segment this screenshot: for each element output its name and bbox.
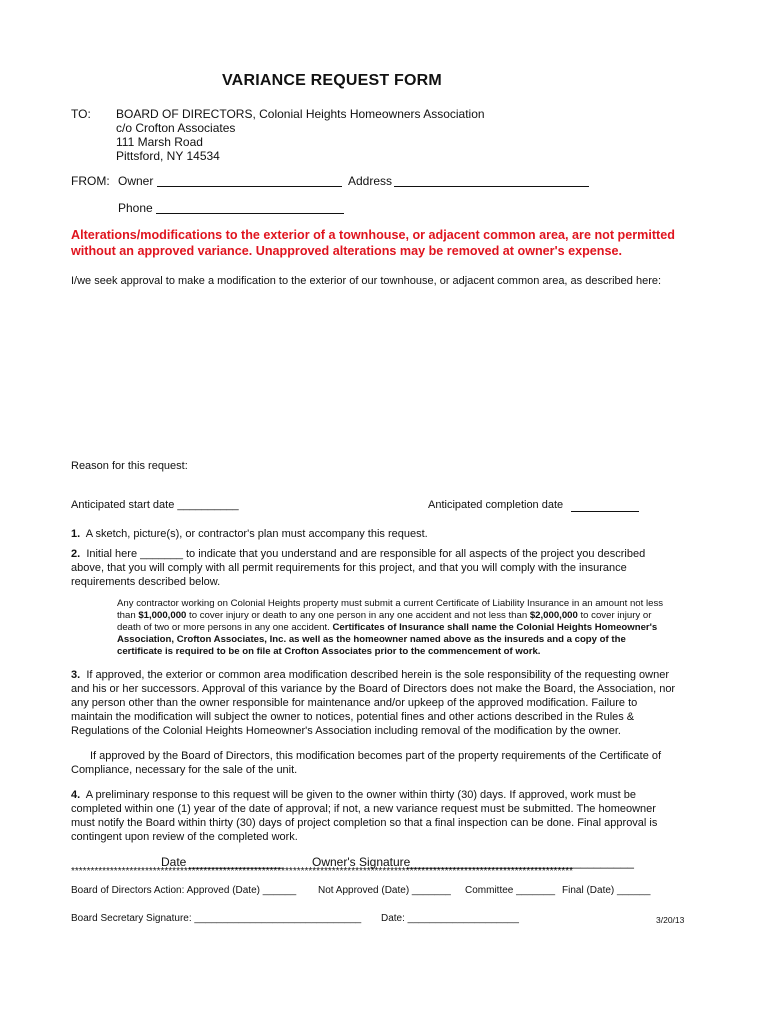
warning-line-2: without an approved variance. Unapproved alterations may be removed at owner's expense. bbox=[71, 244, 622, 258]
board-action-final[interactable]: Final (Date) ______ bbox=[562, 885, 651, 896]
description-intro: I/we seek approval to make a modification to the exterior of our townhouse, or adjacent common area, as described here: bbox=[71, 275, 662, 287]
owner-signature-field[interactable]: __________________________________ bbox=[407, 855, 634, 869]
reason-label: Reason for this request: bbox=[71, 460, 188, 472]
item-4-line-4: contingent upon review of the completed work. bbox=[71, 831, 298, 843]
insurance-line-4: Association, Crofton Associates, Inc. as well as the homeowner named above as the insureds and a copy of the bbox=[117, 634, 626, 645]
board-action-not-approved[interactable]: Not Approved (Date) _______ bbox=[318, 885, 451, 896]
item-2-text-1: Initial here _______ to indicate that you understand and are responsible for all aspects of the project you described bbox=[86, 548, 646, 560]
address-field[interactable] bbox=[394, 175, 589, 187]
start-date-field[interactable]: __________ bbox=[177, 499, 239, 511]
board-secretary-date[interactable]: Date: ____________________ bbox=[381, 913, 519, 924]
insurance-amount-2: $2,000,000 bbox=[529, 610, 578, 621]
insurance-amount-1: $1,000,000 bbox=[138, 610, 187, 621]
start-date-text: Anticipated start date bbox=[71, 499, 175, 511]
item-3-line-2: and his or her successors. Approval of this variance by the Board of Directors does not make the Board, the Association, nor bbox=[71, 683, 676, 695]
item-4-text-1: A preliminary response to this request will be given to the owner within thirty (30) days. If approved, work must be bbox=[85, 789, 636, 801]
form-title: VARIANCE REQUEST FORM bbox=[222, 72, 442, 89]
item-2-line-1 bbox=[71, 548, 645, 560]
item-2-number: 2. bbox=[71, 548, 81, 560]
address-label: Address bbox=[348, 174, 393, 188]
insurance-bold-text: Certificates of Insurance shall name the Colonial Heights Homeowner's bbox=[332, 622, 658, 633]
item-1-text: A sketch, picture(s), or contractor's plan must accompany this request. bbox=[85, 528, 428, 540]
phone-label: Phone bbox=[118, 201, 153, 215]
item-2-line-3: requirements described below. bbox=[71, 576, 221, 588]
phone-field[interactable] bbox=[156, 202, 344, 214]
signature-date-label: Date bbox=[161, 855, 187, 869]
reason-area[interactable] bbox=[71, 476, 691, 496]
signature-date-field[interactable]: ______________ bbox=[189, 855, 283, 869]
board-action-approved[interactable]: Board of Directors Action: Approved (Date) ______ bbox=[71, 885, 297, 896]
board-action-committee[interactable]: Committee _______ bbox=[465, 885, 556, 896]
item-3-line-3: any person other than the owner responsible for maintenance and/or upkeep of the approved modification. Failure to bbox=[71, 697, 638, 709]
item-3-line-5: Regulations of the Colonial Heights Homeowner's Association including removal of the modification by the owner. bbox=[71, 725, 621, 737]
item-4-line-2: completed within one (1) year of the date of approval; if not, a new variance request must be submitted. The homeowner bbox=[71, 803, 656, 815]
to-line-city: Pittsford, NY 14534 bbox=[116, 149, 220, 163]
board-secretary-signature[interactable]: Board Secretary Signature: ______________________________ bbox=[71, 913, 362, 924]
completion-date-label: Anticipated completion date bbox=[428, 499, 564, 511]
compliance-line-2: Compliance, necessary for the sale of the unit. bbox=[71, 764, 298, 776]
to-line-street: 111 Marsh Road bbox=[116, 135, 203, 149]
insurance-text: to cover injury or bbox=[577, 610, 652, 621]
owner-label: Owner bbox=[118, 174, 154, 188]
from-label: FROM: bbox=[71, 174, 110, 188]
item-4-line-1 bbox=[71, 789, 636, 801]
insurance-line-3 bbox=[117, 622, 657, 634]
insurance-text: than bbox=[117, 610, 139, 621]
insurance-line-2 bbox=[117, 610, 651, 622]
insurance-text: to cover injury or death to any one person in any one accident and not less than bbox=[186, 610, 530, 621]
item-3-number: 3. bbox=[71, 669, 81, 681]
description-area[interactable] bbox=[71, 294, 691, 444]
owner-field[interactable] bbox=[157, 175, 342, 187]
form-version-date: 3/20/13 bbox=[656, 915, 685, 925]
item-2-line-2: above, that you will comply with all permit requirements for this project, and that you will comply with the insurance bbox=[71, 562, 627, 574]
owner-signature-label: Owner's Signature bbox=[312, 855, 411, 869]
asterisk-divider: ********************************************************************************************************************************* bbox=[71, 866, 574, 877]
compliance-line-1: If approved by the Board of Directors, this modification becomes part of the property requirements of the Certificate of bbox=[90, 750, 662, 762]
to-label: TO: bbox=[71, 107, 91, 121]
completion-date-field[interactable] bbox=[571, 499, 639, 512]
item-3-line-4: maintain the modification will subject the owner to notices, potential fines and other actions described in the Rules & bbox=[71, 711, 635, 723]
item-3-text-1: If approved, the exterior or common area modification described herein is the sole responsibility of the requesting owner bbox=[86, 669, 670, 681]
item-1 bbox=[71, 528, 428, 540]
insurance-line-1: Any contractor working on Colonial Heights property must submit a current Certificate of Liability Insurance in an amount not less bbox=[117, 598, 664, 609]
warning-line-1: Alterations/modifications to the exterior of a townhouse, or adjacent common area, are not permitted bbox=[71, 228, 675, 242]
item-3-line-1 bbox=[71, 669, 669, 681]
item-1-number: 1. bbox=[71, 528, 81, 540]
insurance-text: death of two or more persons in any one accident. bbox=[117, 622, 333, 633]
item-4-number: 4. bbox=[71, 789, 81, 801]
to-line-board: BOARD OF DIRECTORS, Colonial Heights Homeowners Association bbox=[116, 107, 485, 121]
insurance-line-5: certificate is required to be on file at Crofton Associates prior to the commencement of work. bbox=[117, 646, 541, 657]
to-line-care-of: c/o Crofton Associates bbox=[116, 121, 236, 135]
start-date-label bbox=[71, 499, 239, 511]
item-4-line-3: must notify the Board within thirty (30) days of project completion so that a final inspection can be done. Final approval is bbox=[71, 817, 658, 829]
